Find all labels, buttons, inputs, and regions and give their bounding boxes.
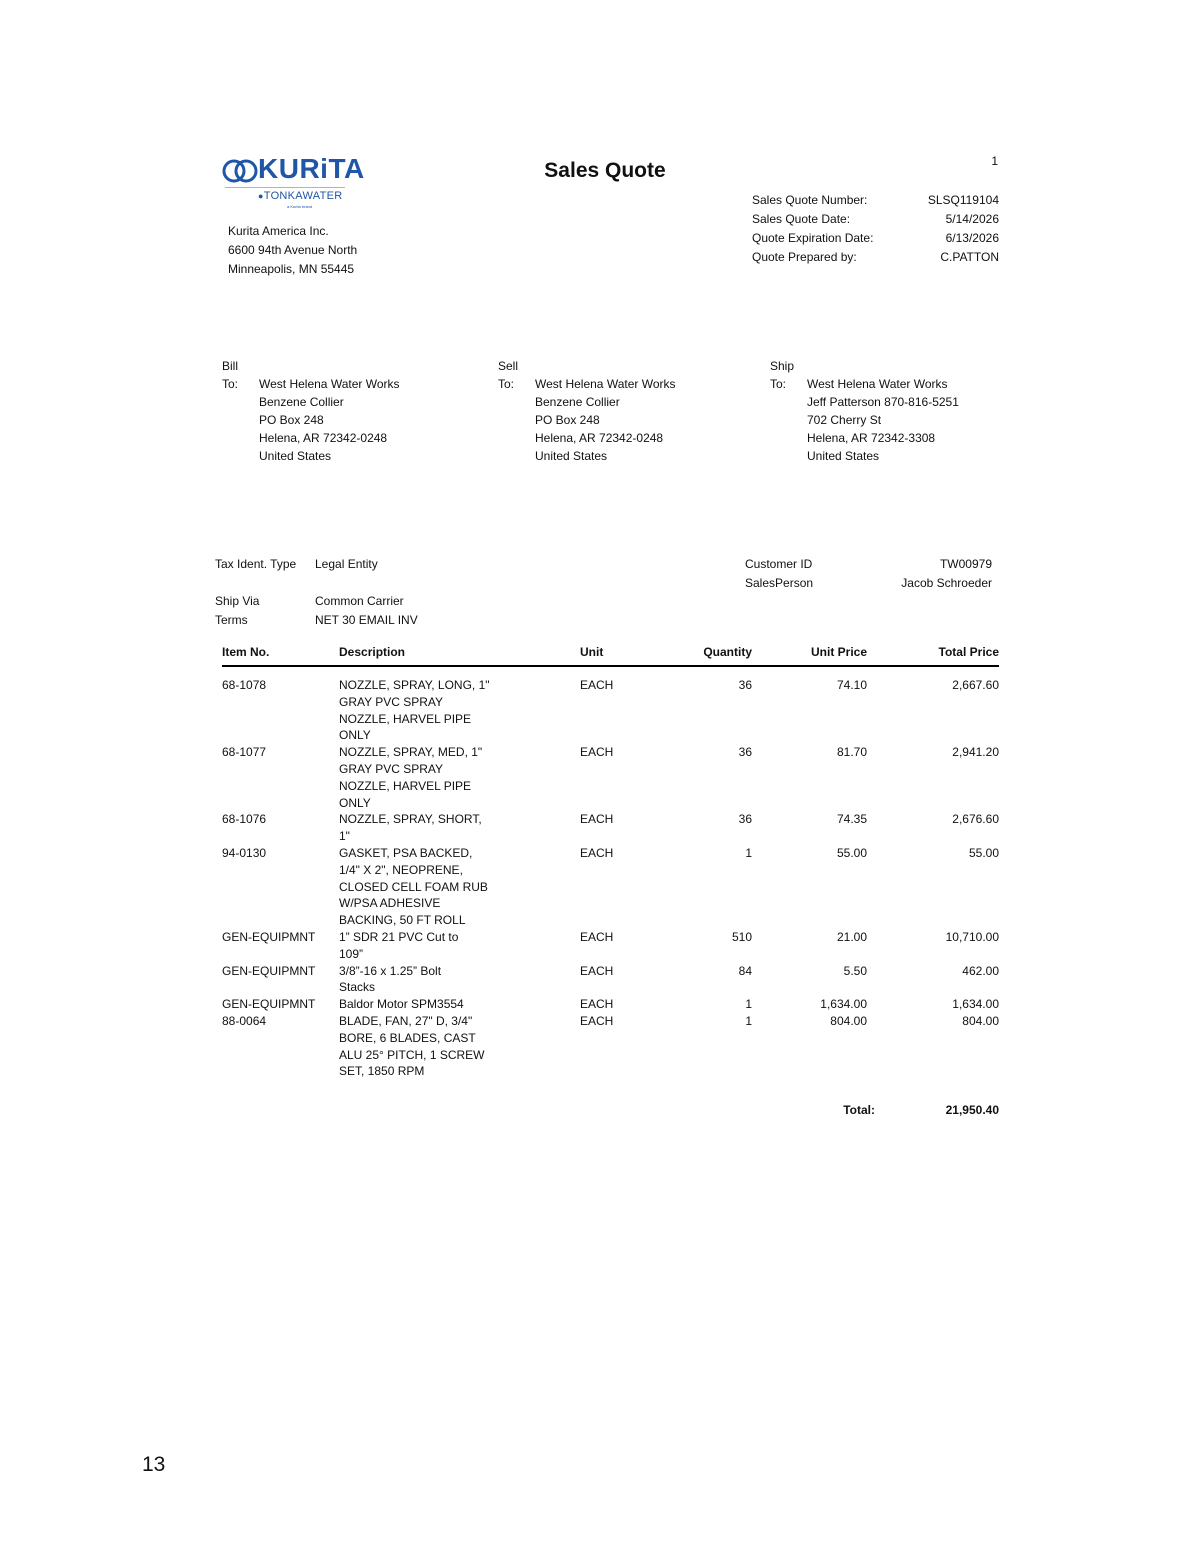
logo-tagline: a Kurita brand [287, 204, 313, 209]
table-row [222, 1013, 999, 1080]
terms-label: Terms [215, 613, 248, 627]
item-unit: EACH [580, 745, 614, 760]
sell-to-label: To: [498, 377, 515, 391]
bill-to-label: To: [222, 377, 239, 391]
meta-value: SLSQ119104 [927, 193, 999, 207]
tax-ident-label: Tax Ident. Type [215, 557, 297, 571]
item-total-price: 2,667.60 [952, 678, 999, 692]
table-row [222, 811, 999, 845]
meta-value: C.PATTON [940, 250, 999, 264]
header-quantity: Quantity [703, 645, 752, 659]
item-no: 68-1078 [222, 678, 267, 692]
description-line: 109” [339, 946, 364, 961]
terms-value: NET 30 EMAIL INV [315, 613, 418, 627]
item-quantity: 84 [738, 963, 752, 978]
item-quantity: 510 [731, 929, 752, 944]
document-title: Sales Quote [544, 159, 666, 182]
item-unit-price: 1,634.00 [820, 997, 867, 1012]
address-line: Helena, AR 72342-3308 [807, 431, 936, 445]
ship-to-label: To: [770, 377, 787, 391]
meta-value: 5/14/2026 [945, 212, 999, 226]
address-line: United States [807, 449, 880, 463]
meta-row-quote-date [752, 210, 999, 229]
sell-to-lines [535, 375, 675, 465]
item-unit: EACH [580, 929, 614, 944]
address-line: West Helena Water Works [535, 377, 676, 391]
meta-row-expiration-date [752, 229, 999, 248]
kurita-logo-icon [222, 155, 258, 187]
logo-subbrand [258, 190, 343, 202]
description-line: 3/8”-16 x 1.25” Bolt [339, 963, 442, 978]
description-line: NOZZLE, SPRAY, LONG, 1" [339, 678, 490, 692]
page-number: 1 [991, 154, 998, 168]
header-description: Description [339, 645, 406, 659]
item-quantity: 36 [738, 812, 752, 827]
item-description [339, 677, 499, 744]
table-row [222, 963, 999, 997]
address-line: United States [535, 449, 608, 463]
item-unit-price: 5.50 [843, 963, 867, 978]
meta-row-quote-number [752, 191, 999, 210]
description-line: NOZZLE, SPRAY, MED, 1" [339, 745, 483, 760]
description-line: W/PSA ADHESIVE [339, 896, 441, 911]
item-description [339, 845, 499, 929]
item-unit: EACH [580, 963, 614, 978]
address-line: Benzene Collier [535, 395, 620, 409]
description-line: ONLY [339, 795, 371, 810]
item-description [339, 744, 499, 811]
item-description [339, 996, 499, 1013]
item-no: 68-1077 [222, 745, 267, 760]
item-unit: EACH [580, 845, 614, 860]
water-drop-icon: ● [258, 191, 264, 201]
item-total-price: 2,941.20 [952, 745, 999, 760]
description-line: 1/4" X 2", NEOPRENE, [339, 862, 463, 877]
item-no: GEN-EQUIPMNT [222, 997, 316, 1012]
item-total-price: 55.00 [968, 845, 999, 860]
table-body [222, 667, 999, 1080]
company-address-line2: Minneapolis, MN 55445 [228, 262, 355, 276]
item-quantity: 1 [745, 997, 752, 1012]
description-line: GASKET, PSA BACKED, [339, 845, 473, 860]
address-line: PO Box 248 [259, 413, 324, 427]
address-line: PO Box 248 [535, 413, 600, 427]
description-line: NOZZLE, HARVEL PIPE [339, 778, 472, 793]
items-table [222, 643, 999, 1080]
item-no: 94-0130 [222, 845, 267, 860]
ship-via-label: Ship Via [215, 594, 260, 608]
description-line: NOZZLE, SPRAY, SHORT, [339, 812, 482, 827]
address-line: West Helena Water Works [807, 377, 948, 391]
item-total-price: 462.00 [962, 963, 999, 978]
meta-label: Sales Quote Date: [752, 212, 851, 226]
table-row [222, 677, 999, 744]
item-unit: EACH [580, 678, 614, 692]
item-no: 88-0064 [222, 1013, 267, 1028]
header-total-price: Total Price [938, 645, 999, 659]
company-address-line1: 6600 94th Avenue North [228, 243, 358, 257]
description-line: BLADE, FAN, 27" D, 3/4" [339, 1013, 473, 1028]
description-line: BORE, 6 BLADES, CAST [339, 1030, 476, 1045]
item-unit-price: 74.10 [836, 678, 867, 692]
address-line: 702 Cherry St [807, 413, 882, 427]
description-line: GRAY PVC SPRAY [339, 694, 444, 709]
description-line: SET, 1850 RPM [339, 1064, 425, 1079]
table-header [222, 643, 999, 667]
item-total-price: 804.00 [962, 1013, 999, 1028]
item-no: GEN-EQUIPMNT [222, 963, 316, 978]
customer-id-label: Customer ID [745, 557, 813, 571]
description-line: ALU 25° PITCH, 1 SCREW [339, 1047, 485, 1062]
item-unit-price: 21.00 [836, 929, 867, 944]
address-line: Helena, AR 72342-0248 [535, 431, 664, 445]
total-value: 21,950.40 [945, 1103, 999, 1117]
logo-divider [225, 187, 345, 188]
item-unit-price: 55.00 [836, 845, 867, 860]
sell-label: Sell [498, 359, 519, 373]
item-unit: EACH [580, 997, 614, 1012]
meta-value: 6/13/2026 [945, 231, 999, 245]
item-description [339, 811, 499, 845]
ship-via-value: Common Carrier [315, 594, 404, 608]
header-unit-price: Unit Price [810, 645, 867, 659]
salesperson-value: Jacob Schroeder [901, 576, 992, 590]
item-description [339, 1013, 499, 1080]
description-line: CLOSED CELL FOAM RUB [339, 879, 488, 894]
header-unit: Unit [580, 645, 604, 659]
item-no: 68-1076 [222, 812, 267, 827]
item-unit: EACH [580, 812, 614, 827]
address-line: Helena, AR 72342-0248 [259, 431, 388, 445]
description-line: ONLY [339, 728, 371, 743]
table-row [222, 929, 999, 963]
company-name: Kurita America Inc. [228, 224, 329, 238]
item-quantity: 1 [745, 1013, 752, 1028]
item-unit: EACH [580, 1013, 614, 1028]
description-line: Stacks [339, 980, 376, 995]
logo-wordmark: KURiTA [258, 153, 365, 184]
item-quantity: 36 [738, 678, 752, 692]
address-line: United States [259, 449, 332, 463]
bill-to-lines [259, 375, 399, 465]
meta-row-prepared-by [752, 248, 999, 267]
item-no: GEN-EQUIPMNT [222, 929, 316, 944]
item-total-price: 1,634.00 [952, 997, 999, 1012]
total-label: Total: [843, 1103, 875, 1117]
address-line: Jeff Patterson 870-816-5251 [807, 395, 959, 409]
description-line: BACKING, 50 FT ROLL [339, 913, 466, 928]
meta-label: Quote Prepared by: [752, 250, 857, 264]
table-row [222, 996, 999, 1013]
company-logo [222, 153, 365, 213]
header-item-no: Item No. [222, 645, 270, 659]
footer-page-number: 13 [142, 1453, 166, 1476]
description-line: 1” SDR 21 PVC Cut to [339, 929, 459, 944]
address-line: West Helena Water Works [259, 377, 400, 391]
tax-ident-value: Legal Entity [315, 557, 378, 571]
table-row [222, 744, 999, 811]
ship-label: Ship [770, 359, 795, 373]
item-unit-price: 804.00 [830, 1013, 867, 1028]
item-description [339, 929, 499, 963]
table-row [222, 845, 999, 929]
logo-subbrand-text: TONKAWATER [263, 190, 343, 202]
item-quantity: 36 [738, 745, 752, 760]
item-total-price: 2,676.60 [952, 812, 999, 827]
company-address [228, 222, 357, 279]
item-description [339, 963, 499, 997]
item-quantity: 1 [745, 845, 752, 860]
ship-to-lines [807, 375, 959, 465]
address-line: Benzene Collier [259, 395, 344, 409]
customer-id-value: TW00979 [939, 557, 992, 571]
item-unit-price: 81.70 [836, 745, 867, 760]
bill-label: Bill [222, 359, 239, 373]
meta-label: Quote Expiration Date: [752, 231, 874, 245]
item-total-price: 10,710.00 [945, 929, 999, 944]
item-unit-price: 74.35 [836, 812, 867, 827]
quote-meta [752, 191, 999, 267]
description-line: NOZZLE, HARVEL PIPE [339, 711, 472, 726]
meta-label: Sales Quote Number: [752, 193, 868, 207]
salesperson-label: SalesPerson [745, 576, 814, 590]
description-line: Baldor Motor SPM3554 [339, 997, 464, 1012]
description-line: GRAY PVC SPRAY [339, 761, 444, 776]
description-line: 1" [339, 829, 350, 844]
